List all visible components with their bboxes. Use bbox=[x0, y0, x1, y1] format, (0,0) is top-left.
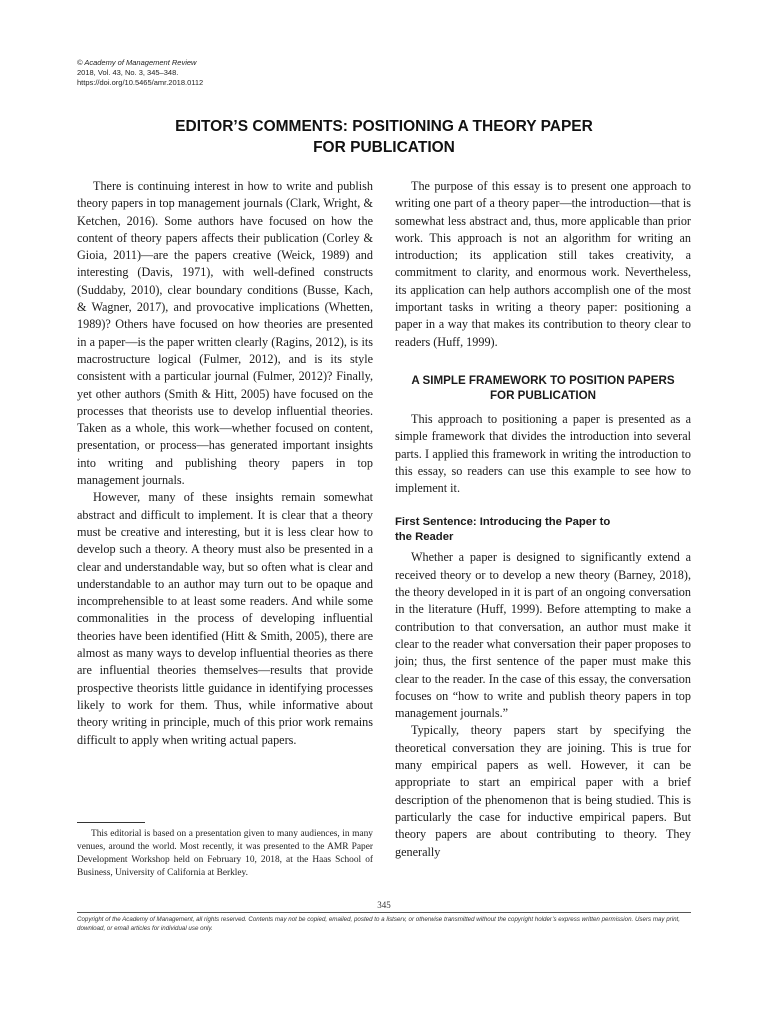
doi-link[interactable]: https://doi.org/10.5465/amr.2018.0112 bbox=[77, 78, 204, 87]
citation-line: 2018, Vol. 43, No. 3, 345–348. bbox=[77, 68, 179, 77]
copyright-divider bbox=[77, 912, 691, 913]
body-paragraph: There is continuing interest in how to write and publish theory papers in top management journals (Clark, Wright, & Ketchen, 2016). Some authors have focused on how the content of theory papers affects their publication (Corley & Gioia, 2011)—are the papers creative (Weick, 1989) and interesting (Davis, 1971), with well-defined constructs (Suddaby, 2010), clear boundary conditions (Busse, Kach, & Wagner, 2017), and provocative implications (Whetten, 1989)? Others have focused on how theories are presented in a paper—is the paper written clearly (Ragins, 2012), is its macrostructure logical (Fulmer, 2012), and is its style consistent with a particular journal (Fulmer, 2012)? Finally, yet other authors (Smith & Hitt, 2005) have focused on the processes that theorists use to develop influential theories. Taken as a whole, this work—whether focused on content, presentation, or process—has generated important insights into writing and publishing theory papers in top management journals. bbox=[77, 179, 373, 488]
article-title bbox=[77, 116, 691, 158]
subsection-heading bbox=[395, 515, 691, 545]
page-number: 345 bbox=[377, 900, 391, 910]
body-paragraph: This approach to positioning a paper is presented as a simple framework that divides the introduction into several parts. I applied this framework in writing the introduction to this essay, so readers can use this example to see how to implement it. bbox=[395, 411, 691, 496]
subsection-heading-line-2: the Reader bbox=[395, 531, 454, 544]
section-heading-line-2: FOR PUBLICATION bbox=[489, 388, 597, 402]
left-column bbox=[77, 178, 373, 749]
footnote: This editorial is based on a presentation given to many audiences, in many venues, around the world. Most recently, it was presented to the AMR Paper Development Workshop held on February 10, 2018, at the Haas School of Business, University of California at Berkley. bbox=[77, 829, 373, 878]
section-heading-line-1: A SIMPLE FRAMEWORK TO POSITION PAPERS bbox=[411, 373, 675, 387]
footnote-divider bbox=[77, 822, 145, 823]
title-line-1: EDITOR’S COMMENTS: POSITIONING A THEORY PAPER bbox=[175, 118, 593, 135]
copyright-notice: Copyright of the Academy of Management, all rights reserved. Contents may not be copied, emailed, posted to a listserv, or otherwise transmitted without the copyright holder’s express written permission. Users may print, download, or email articles for individual use only. bbox=[77, 916, 680, 932]
body-paragraph: The purpose of this essay is to present one approach to writing one part of a theory paper—the introduction—that is somewhat less abstract and, thus, more applicable than prior work. This approach is not an algorithm for writing an introduction; its application still takes creativity, a commitment to clarity, and enormous work. Nevertheless, its application can help authors accomplish one of the most important tasks in writing a theory paper: positioning a paper in a way that makes its contribution to theory clear to readers (Huff, 1999). bbox=[395, 179, 691, 349]
body-paragraph: However, many of these insights remain somewhat abstract and difficult to implement. It is clear that a theory must be creative and interesting, but it is less clear how to develop such a theory. A theory must also be presented in a clear and understandable way, but so often what is clear and understandable to an author may turn out to be opaque and incomprehensible to at least some readers. And while some commonalities in the process of developing influential theories have been identified (Hitt & Smith, 2005), there are almost as many ways to develop influential theories as there are influential theories themselves—results that provide prospective theorists little guidance in identifying processes likely to work for them. Thus, while informative about theory writing in principle, much of this prior work remains difficult to apply when writing actual papers. bbox=[77, 490, 373, 747]
body-paragraph: Typically, theory papers start by specifying the theoretical conversation they are joining. This is true for many empirical papers as well. However, it can be appropriate to start an empirical paper with a brief description of the phenomenon that is being studied. This is particularly the case for inductive empirical papers. But theory papers are about contributing to theory. They generally bbox=[395, 723, 691, 859]
subsection-heading-line-1: First Sentence: Introducing the Paper to bbox=[395, 516, 611, 529]
body-paragraph: Whether a paper is designed to significantly extend a received theory or to develop a new theory (Barney, 2018), the theory developed in it is part of an ongoing conversation in the literature (Huff, 1999). Before attempting to make a contribution to that conversation, an author must make it clear to the reader what conversation their paper proposes to join; thus, the first sentence of the paper must make this clear to the reader. In the case of this essay, the conversation focuses on “how to write and publish theory papers in top management journals.” bbox=[395, 550, 691, 721]
section-heading bbox=[395, 373, 691, 403]
title-line-2: FOR PUBLICATION bbox=[313, 139, 455, 156]
journal-masthead bbox=[77, 58, 203, 88]
journal-name: © Academy of Management Review bbox=[77, 58, 197, 67]
right-column bbox=[395, 178, 691, 861]
